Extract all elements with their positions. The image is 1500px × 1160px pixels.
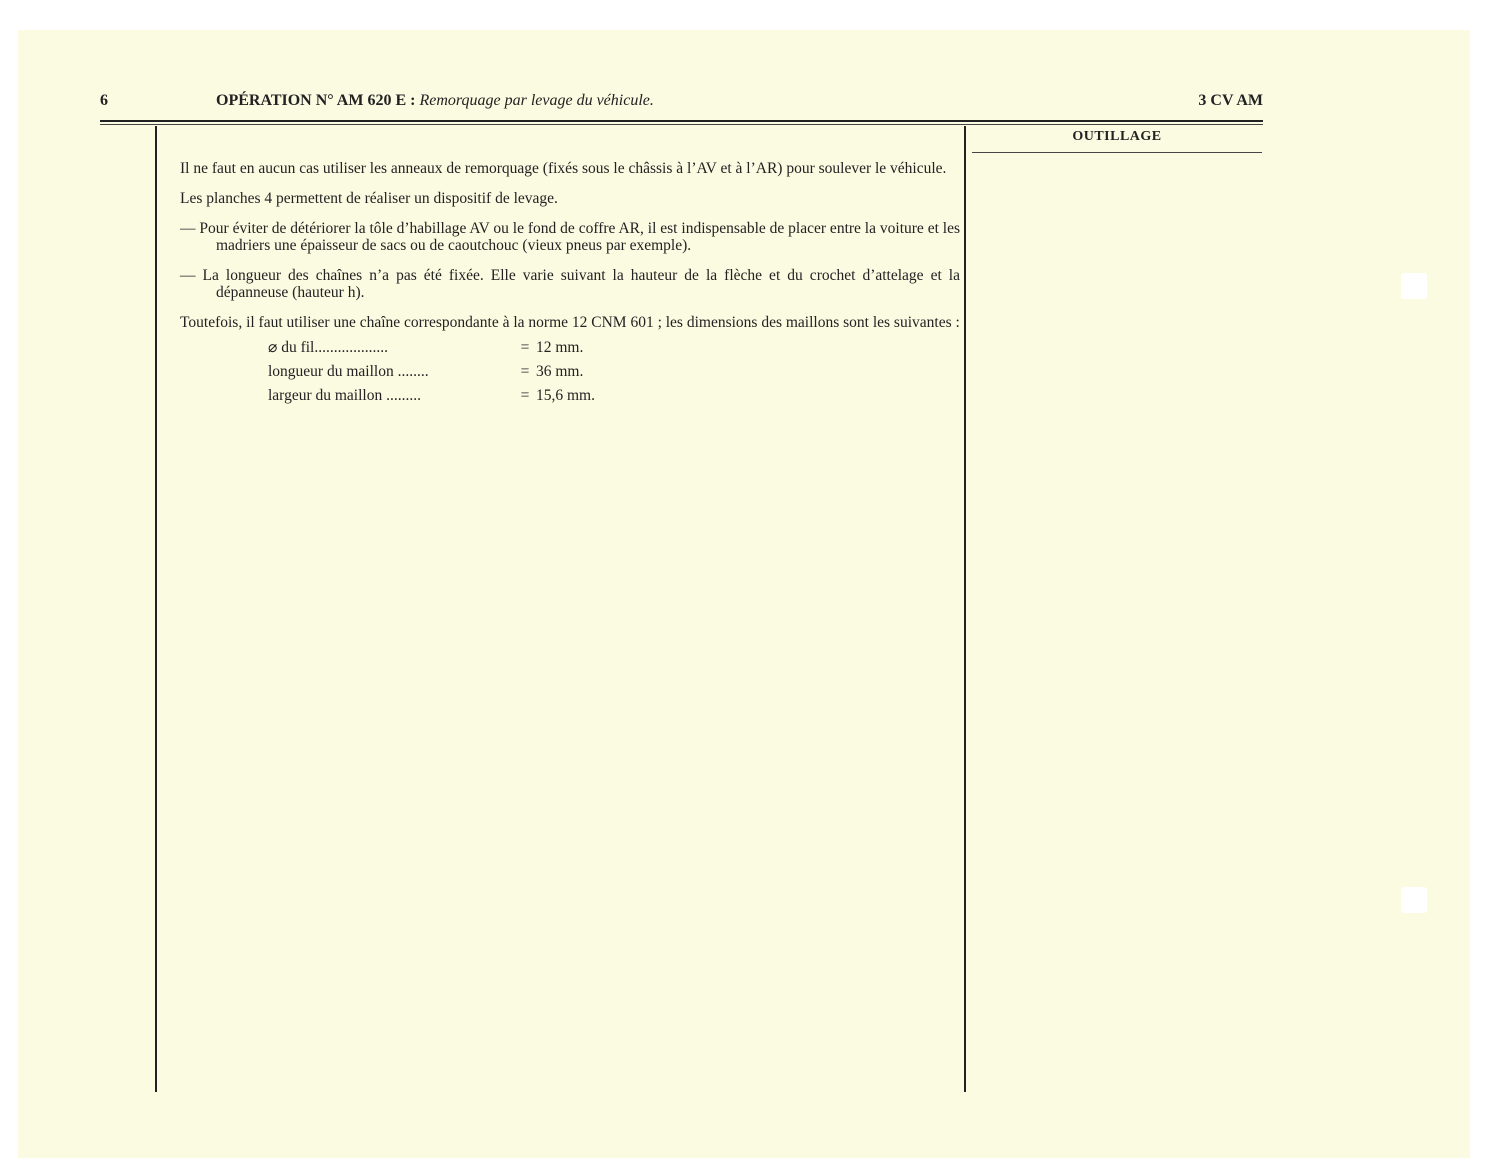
dimension-label: longueur du maillon ........ <box>268 362 429 380</box>
paragraph-towing-rings: Il ne faut en aucun cas utiliser les anneaux de remorquage (fixés sous le châssis à l’AV et à l’AR) pour soulever le véhicule. <box>180 160 947 177</box>
tools-column-title: OUTILLAGE <box>1072 129 1162 144</box>
dimension-value: 12 mm. <box>536 338 584 356</box>
left-column-rule <box>155 126 157 1092</box>
dimensions-list <box>268 335 960 407</box>
tools-column-rule <box>972 152 1262 153</box>
header-rule-thin <box>100 124 1263 125</box>
operation-subtitle: Remorquage par levage du véhicule. <box>419 92 654 109</box>
vehicle-model: 3 CV AM <box>1198 92 1263 109</box>
bullet-protection: — Pour éviter de détériorer la tôle d’habillage AV ou le fond de coffre AR, il est indispensable de placer entre la voiture et les madriers une épaisseur de sacs ou de caoutchouc (vieux pneus par exemple). <box>180 220 960 254</box>
equals-sign: = <box>520 338 530 356</box>
equals-sign: = <box>520 386 530 404</box>
equals-sign: = <box>520 362 530 380</box>
dimension-label: ⌀ du fil................... <box>268 338 388 356</box>
page-number: 6 <box>100 92 108 109</box>
document-page <box>18 30 1470 1158</box>
punch-hole-bottom <box>1401 887 1427 913</box>
dimension-value: 36 mm. <box>536 362 584 380</box>
dimension-row <box>268 335 960 359</box>
operation-number: OPÉRATION N° AM 620 E : <box>216 92 416 109</box>
dimension-row <box>268 359 960 383</box>
bullet-chain-length: — La longueur des chaînes n’a pas été fixée. Elle varie suivant la hauteur de la flèche et du crochet d’attelage et la dépanneuse (hauteur h). <box>180 267 960 301</box>
dimension-value: 15,6 mm. <box>536 386 595 404</box>
dimension-row <box>268 383 960 407</box>
main-text <box>180 160 960 407</box>
page-header <box>100 90 1263 114</box>
punch-hole-top <box>1401 273 1427 299</box>
right-column-rule <box>964 126 966 1092</box>
dimension-label: largeur du maillon ......... <box>268 386 421 404</box>
header-rule <box>100 120 1263 122</box>
paragraph-chain-norm: Toutefois, il faut utiliser une chaîne correspondante à la norme 12 CNM 601 ; les dimensions des maillons sont les suivantes : <box>180 314 960 331</box>
operation-title <box>216 92 654 110</box>
paragraph-lifting-device: Les planches 4 permettent de réaliser un dispositif de levage. <box>180 190 558 207</box>
